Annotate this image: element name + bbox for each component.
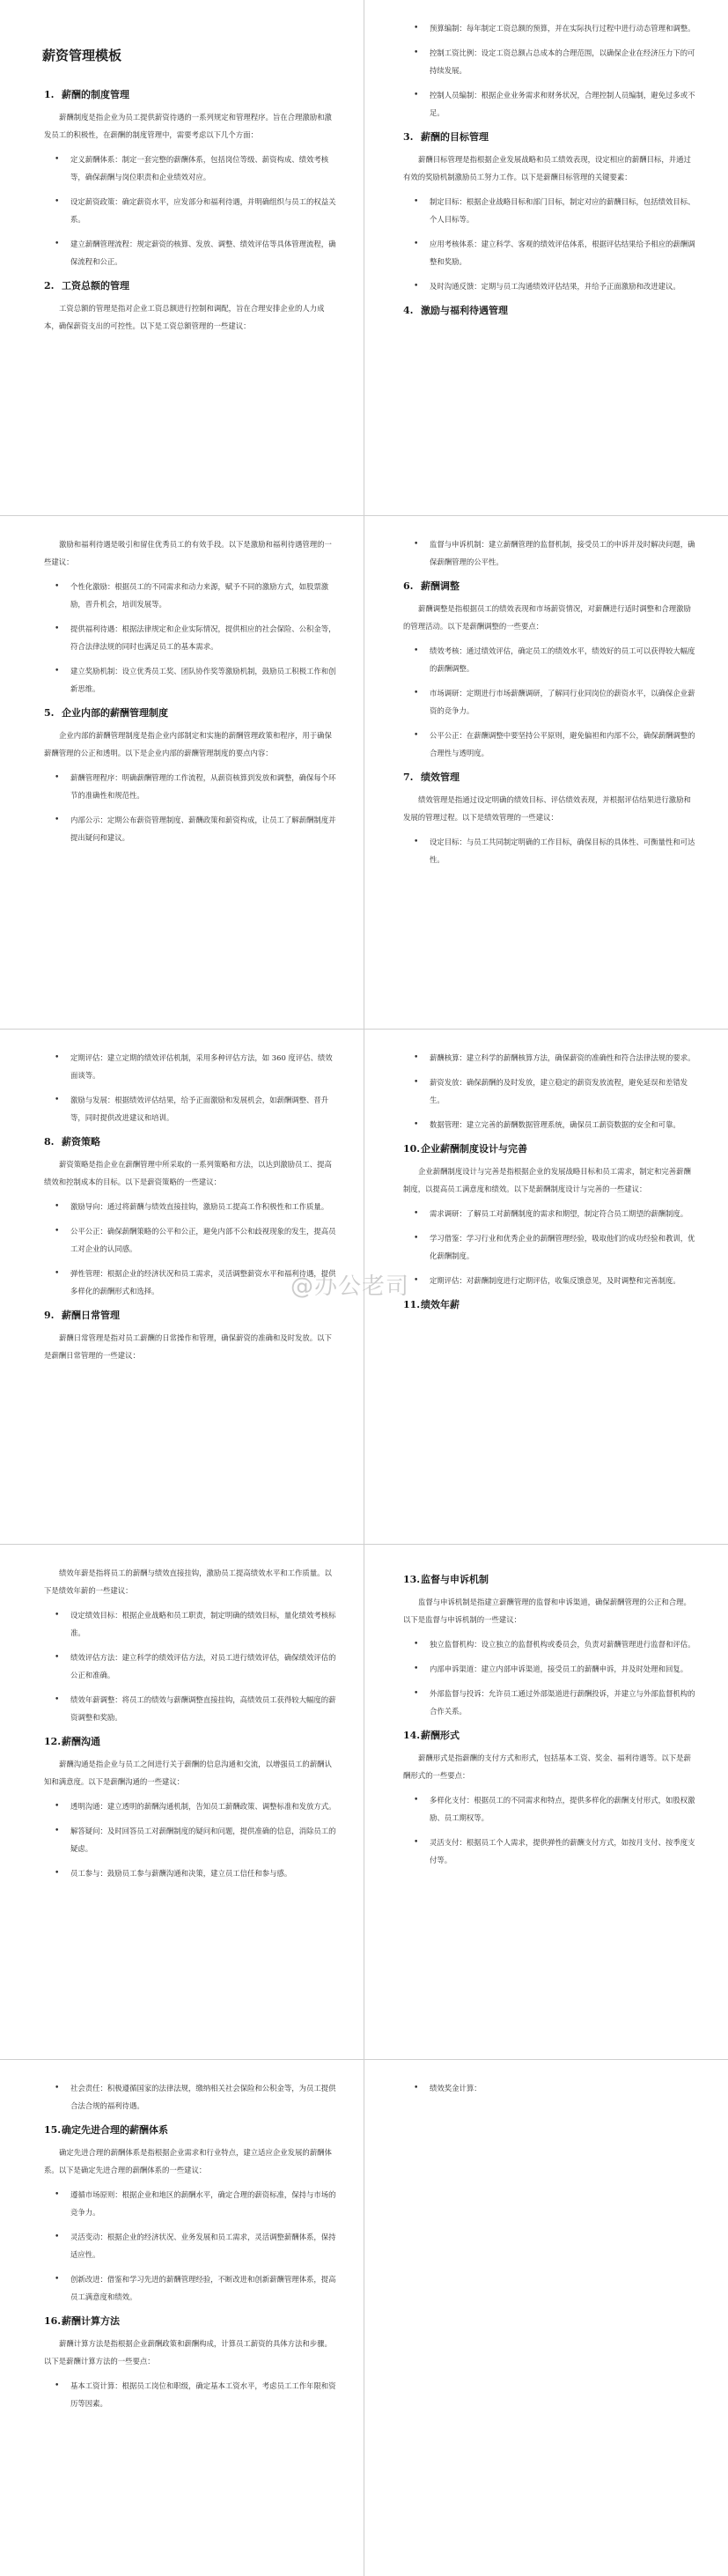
watermark: @办公老司 (290, 1273, 410, 1300)
page-1[interactable] (0, 0, 364, 516)
list-item: • 独立监督机构：设立独立的监督机构或委员会，负责对薪酬管理进行监督和评估。 (403, 1635, 698, 1653)
page-content (44, 1564, 339, 1882)
list-item: • 透明沟通：建立透明的薪酬沟通机制，告知员工薪酬政策、调整标准和发放方式。 (44, 1797, 339, 1815)
document-title: 薪资管理模板 (42, 48, 122, 63)
list-item: • 灵活支付：根据员工个人需求，提供弹性的薪酬支付方式，如按月支付、按季度支付等。 (403, 1834, 698, 1869)
page-7[interactable] (0, 1545, 364, 2060)
list-item: • 社会责任：积极遵循国家的法律法规，缴纳相关社会保险和公积金等，为员工提供合法合规的福利待遇。 (44, 2079, 339, 2115)
list-item: • 预算编制：每年制定工资总额的预算，并在实际执行过程中进行动态管理和调整。 (403, 19, 698, 37)
bullet-list (403, 1791, 698, 1869)
page-content (403, 1049, 698, 1311)
page-9[interactable] (0, 2060, 364, 2576)
paragraph: 薪酬调整是指根据员工的绩效表现和市场薪资情况，对薪酬进行适时调整和合理激励的管理活动。以下是薪酬调整的一些要点： (403, 604, 691, 631)
page-8[interactable] (364, 1545, 728, 2060)
list-item: • 公平公正：确保薪酬策略的公平和公正，避免内部不公和歧视现象的发生，提高员工对企业的认同感。 (44, 1222, 339, 1258)
section-heading (403, 579, 698, 593)
section-heading (403, 1728, 698, 1742)
section-heading (44, 2314, 339, 2328)
list-item: • 定期评估：建立定期的绩效评估机制，采用多种评估方法，如 360 度评估、绩效面谈等。 (44, 1049, 339, 1084)
section-heading (403, 303, 698, 317)
list-item: • 控制人员编制：根据企业业务需求和财务状况，合理控制人员编制，避免过多或不足。 (403, 86, 698, 122)
paragraph: 企业薪酬制度设计与完善是指根据企业的发展战略目标和员工需求，制定和完善薪酬制度，以提高员工满意度和绩效。以下是薪酬制度设计与完善的一些建议： (403, 1167, 691, 1193)
section-title: 薪酬日常管理 (62, 1310, 120, 1321)
page-6[interactable] (364, 1030, 728, 1545)
list-item: • 员工参与：鼓励员工参与薪酬沟通和决策，建立员工信任和参与感。 (44, 1864, 339, 1882)
list-item: • 绩效评估方法：建立科学的绩效评估方法，对员工进行绩效评估，确保绩效评估的公正和准确。 (44, 1649, 339, 1684)
page-2[interactable] (364, 0, 728, 516)
section-title: 薪酬的制度管理 (62, 89, 129, 100)
section-number: 12. (44, 1736, 62, 1747)
bullet-list (44, 769, 339, 846)
paragraph: 薪酬制度是指企业为员工提供薪资待遇的一系列规定和管理程序。旨在合理激励和激发员工的积极性，在薪酬的制度管理中，需要考虑以下几个方面： (44, 113, 332, 139)
paragraph: 薪酬目标管理是指根据企业发展战略和员工绩效表现，设定相应的薪酬目标，并通过有效的奖励机制激励员工努力工作。以下是薪酬目标管理的关键要素： (403, 155, 691, 181)
section-number: 9. (44, 1310, 55, 1321)
page-4[interactable] (364, 516, 728, 1030)
section-number: 11. (403, 1299, 421, 1310)
page-content (403, 19, 698, 317)
section-number: 3. (403, 131, 414, 143)
list-item: • 设定薪资政策：确定薪资水平，应发部分和福利待遇，并明确组织与员工的权益关系。 (44, 193, 339, 228)
bullet-list (403, 1049, 698, 1133)
section-heading (403, 129, 698, 144)
list-item: • 个性化激励：根据员工的不同需求和动力来源，赋予不同的激励方式，如股票激励，晋升机会，培训发展等。 (44, 578, 339, 613)
list-item: • 薪酬核算：建立科学的薪酬核算方法，确保薪资的准确性和符合法律法规的要求。 (403, 1049, 698, 1067)
section-title: 薪酬形式 (421, 1730, 460, 1741)
bullet-list (403, 2079, 698, 2097)
paragraph: 薪酬形式是指薪酬的支付方式和形式，包括基本工资、奖金、福利待遇等。以下是薪酬形式的一些要点： (403, 1753, 691, 1780)
list-item: • 建立奖励机制：设立优秀员工奖、团队协作奖等激励机制，鼓励员工积极工作和创新思维。 (44, 662, 339, 698)
section-number: 16. (44, 2315, 62, 2327)
paragraph: 薪资策略是指企业在薪酬管理中所采取的一系列策略和方法，以达到激励员工、提高绩效和控制成本的目标。以下是薪资策略的一些建议： (44, 1160, 332, 1186)
list-item: • 薪资发放：确保薪酬的及时发放，建立稳定的薪资发放流程，避免延误和差错发生。 (403, 1074, 698, 1109)
paragraph: 薪酬沟通是指企业与员工之间进行关于薪酬的信息沟通和交流，以增强员工的薪酬认知和满意度。以下是薪酬沟通的一些建议： (44, 1760, 332, 1786)
page-3[interactable] (0, 516, 364, 1030)
page-content (403, 2079, 698, 2097)
paragraph: 绩效管理是指通过设定明确的绩效目标、评估绩效表现，并根据评估结果进行激励和发展的管理过程。以下是绩效管理的一些建议： (403, 795, 691, 822)
page-content (403, 535, 698, 868)
bullet-list (44, 2377, 339, 2412)
list-item: • 外部监督与投诉：允许员工通过外部渠道进行薪酬投诉，并建立与外部监督机构的合作关系。 (403, 1685, 698, 1720)
section-number: 6. (403, 580, 414, 592)
bullet-list (403, 19, 698, 122)
bullet-list (403, 642, 698, 762)
bullet-list (403, 833, 698, 868)
section-heading (44, 278, 339, 292)
page-content (44, 1049, 339, 1364)
list-item: • 激励导向：通过将薪酬与绩效直接挂钩，激励员工提高工作积极性和工作质量。 (44, 1198, 339, 1215)
section-number: 15. (44, 2124, 62, 2136)
list-item: • 基本工资计算：根据员工岗位和职级，确定基本工资水平，考虑员工工作年限和资历等因素。 (44, 2377, 339, 2412)
section-title: 绩效年薪 (421, 1299, 460, 1310)
section-heading (44, 87, 339, 101)
section-number: 14. (403, 1730, 421, 1741)
section-number: 8. (44, 1136, 55, 1148)
section-title: 工资总额的管理 (62, 280, 129, 292)
list-item: • 遵循市场原则：根据企业和地区的薪酬水平，确定合理的薪资标准，保持与市场的竞争力。 (44, 2186, 339, 2221)
list-item: • 市场调研：定期进行市场薪酬调研，了解同行业同岗位的薪资水平，以确保企业薪资的竞争力。 (403, 684, 698, 720)
list-item: • 及时沟通反馈：定期与员工沟通绩效评估结果，并给予正面激励和改进建议。 (403, 277, 698, 295)
list-item: • 定期评估：对薪酬制度进行定期评估，收集反馈意见，及时调整和完善制度。 (403, 1272, 698, 1289)
section-title: 确定先进合理的薪酬体系 (62, 2124, 168, 2136)
paragraph: 企业内部的薪酬管理制度是指企业内部制定和实施的薪酬管理政策和程序，用于确保薪酬管理的公正和透明。以下是企业内部的薪酬管理制度的要点内容： (44, 731, 332, 757)
list-item: • 设定目标：与员工共同制定明确的工作目标，确保目标的具体性、可衡量性和可达性。 (403, 833, 698, 868)
list-item: • 薪酬管理程序：明确薪酬管理的工作流程，从薪资核算到发放和调整，确保每个环节的准确性和规范性。 (44, 769, 339, 804)
list-item: • 制定目标：根据企业战略目标和部门目标，制定对应的薪酬目标，包括绩效目标、个人目标等。 (403, 193, 698, 228)
paragraph: 绩效年薪是指将员工的薪酬与绩效直接挂钩，激励员工提高绩效水平和工作质量。以下是绩效年薪的一些建议： (44, 1568, 332, 1595)
list-item: • 控制工资比例：设定工资总额占总成本的合理范围，以确保企业在经济压力下的可持续发展。 (403, 44, 698, 79)
page-content (403, 1572, 698, 1869)
paragraph: 监督与申诉机制是指建立薪酬管理的监督和申诉渠道，确保薪酬管理的公正和合理。以下是监督与申诉机制的一些建议： (403, 1598, 691, 1624)
list-item: • 应用考核体系：建立科学、客观的绩效评估体系，根据评估结果给予相应的薪酬调整和奖励。 (403, 235, 698, 270)
bullet-list (403, 1205, 698, 1289)
paragraph: 确定先进合理的薪酬体系是指根据企业需求和行业特点，建立适应企业发展的薪酬体系。以下是确定先进合理的薪酬体系的一些建议： (44, 2148, 332, 2174)
section-title: 薪酬的目标管理 (421, 131, 489, 143)
page-content (44, 87, 339, 335)
section-heading (403, 1141, 698, 1155)
section-heading (403, 1297, 698, 1311)
list-item: • 建立薪酬管理流程：规定薪资的核算、发放、调整、绩效评估等具体管理流程，确保流程和公正。 (44, 235, 339, 270)
section-heading (44, 2122, 339, 2137)
section-title: 激励与福利待遇管理 (421, 305, 508, 316)
section-heading (44, 1308, 339, 1322)
list-item: • 创新改进：借鉴和学习先进的薪酬管理经验，不断改进和创新薪酬管理体系，提高员工满意度和绩效。 (44, 2270, 339, 2306)
section-title: 薪酬调整 (421, 580, 460, 592)
section-heading (44, 1734, 339, 1748)
section-heading (44, 705, 339, 720)
section-heading (403, 1572, 698, 1586)
bullet-list (403, 1635, 698, 1720)
list-item: • 学习借鉴：学习行业和优秀企业的薪酬管理经验，吸取他们的成功经验和教训，优化薪酬制度。 (403, 1229, 698, 1265)
list-item: • 多样化支付：根据员工的不同需求和特点，提供多样化的薪酬支付形式，如股权激励、员工期权等。 (403, 1791, 698, 1827)
section-title: 企业内部的薪酬管理制度 (62, 707, 168, 719)
list-item: • 弹性管理：根据企业的经济状况和员工需求，灵活调整薪资水平和福利待遇，提供多样化的薪酬形式和选择。 (44, 1265, 339, 1300)
list-item: • 公平公正：在薪酬调整中要坚持公平原则，避免偏袒和内部不公，确保薪酬调整的合理性与透明度。 (403, 727, 698, 762)
section-number: 2. (44, 280, 55, 292)
bullet-list (44, 1049, 339, 1126)
list-item: • 提供福利待遇：根据法律规定和企业实际情况，提供相应的社会保险、公积金等，符合法律法规的同时也满足员工的基本需求。 (44, 620, 339, 655)
section-title: 绩效管理 (421, 771, 460, 783)
bullet-list (44, 2186, 339, 2306)
section-number: 5. (44, 707, 55, 719)
section-heading (403, 770, 698, 784)
list-item: • 解答疑问：及时回答员工对薪酬制度的疑问和问题，提供准确的信息，消除员工的疑虑。 (44, 1822, 339, 1857)
list-item: • 绩效奖金计算： (403, 2079, 698, 2097)
list-item: • 绩效考核：通过绩效评估，确定员工的绩效水平，绩效好的员工可以获得较大幅度的薪酬调整。 (403, 642, 698, 677)
section-title: 薪资策略 (62, 1136, 100, 1148)
section-title: 薪酬沟通 (62, 1736, 100, 1747)
section-number: 4. (403, 305, 414, 316)
bullet-list (44, 1606, 339, 1726)
section-number: 10. (403, 1143, 421, 1155)
bullet-list (44, 1797, 339, 1882)
paragraph: 薪酬日常管理是指对员工薪酬的日常操作和管理，确保薪资的准确和及时发放。以下是薪酬日常管理的一些建议： (44, 1333, 332, 1360)
list-item: • 激励与发展：根据绩效评估结果，给予正面激励和发展机会，如薪酬调整、晋升等，同时提供改进建议和培训。 (44, 1091, 339, 1126)
bullet-list (403, 193, 698, 295)
list-item: • 数据管理：建立完善的薪酬数据管理系统，确保员工薪资数据的安全和可靠。 (403, 1116, 698, 1133)
list-item: • 定义薪酬体系：制定一套完整的薪酬体系，包括岗位等级、薪资构成、绩效考核等，确保薪酬与岗位职责和企业绩效对应。 (44, 151, 339, 186)
page-content (44, 2079, 339, 2412)
bullet-list (44, 2079, 339, 2115)
list-item: • 监督与申诉机制：建立薪酬管理的监督机制，接受员工的申诉并及时解决问题，确保薪酬管理的公平性。 (403, 535, 698, 571)
section-title: 监督与申诉机制 (421, 1574, 489, 1585)
page-10[interactable] (364, 2060, 728, 2576)
paragraph: 激励和福利待遇是吸引和留住优秀员工的有效手段。以下是激励和福利待遇管理的一些建议： (44, 540, 332, 566)
section-title: 薪酬计算方法 (62, 2315, 120, 2327)
list-item: • 内部申诉渠道：建立内部申诉渠道，接受员工的薪酬申诉，并及时处理和回复。 (403, 1660, 698, 1678)
bullet-list (44, 151, 339, 270)
section-heading (44, 1134, 339, 1148)
list-item: • 灵活变动：根据企业的经济状况、业务发展和员工需求，灵活调整薪酬体系，保持适应性。 (44, 2228, 339, 2263)
section-number: 13. (403, 1574, 421, 1585)
list-item: • 需求调研：了解员工对薪酬制度的需求和期望，制定符合员工期望的薪酬制度。 (403, 1205, 698, 1222)
bullet-list (403, 535, 698, 571)
bullet-list (44, 578, 339, 698)
paragraph: 薪酬计算方法是指根据企业薪酬政策和薪酬构成，计算员工薪资的具体方法和步骤。以下是薪酬计算方法的一些要点： (44, 2339, 332, 2366)
list-item: • 内部公示：定期公布薪资管理制度、薪酬政策和薪资构成，让员工了解薪酬制度并提出疑问和建议。 (44, 811, 339, 846)
section-number: 1. (44, 89, 55, 100)
paragraph: 工资总额的管理是指对企业工资总额进行控制和调配，旨在合理安排企业的人力成本，确保薪资支出的可控性。以下是工资总额管理的一些建议： (44, 304, 325, 330)
section-title: 企业薪酬制度设计与完善 (421, 1143, 527, 1155)
list-item: • 绩效年薪调整：将员工的绩效与薪酬调整直接挂钩，高绩效员工获得较大幅度的薪资调整和奖励。 (44, 1691, 339, 1726)
section-number: 7. (403, 771, 414, 783)
list-item: • 设定绩效目标：根据企业战略和员工职责，制定明确的绩效目标，量化绩效考核标准。 (44, 1606, 339, 1642)
page-content (44, 535, 339, 846)
